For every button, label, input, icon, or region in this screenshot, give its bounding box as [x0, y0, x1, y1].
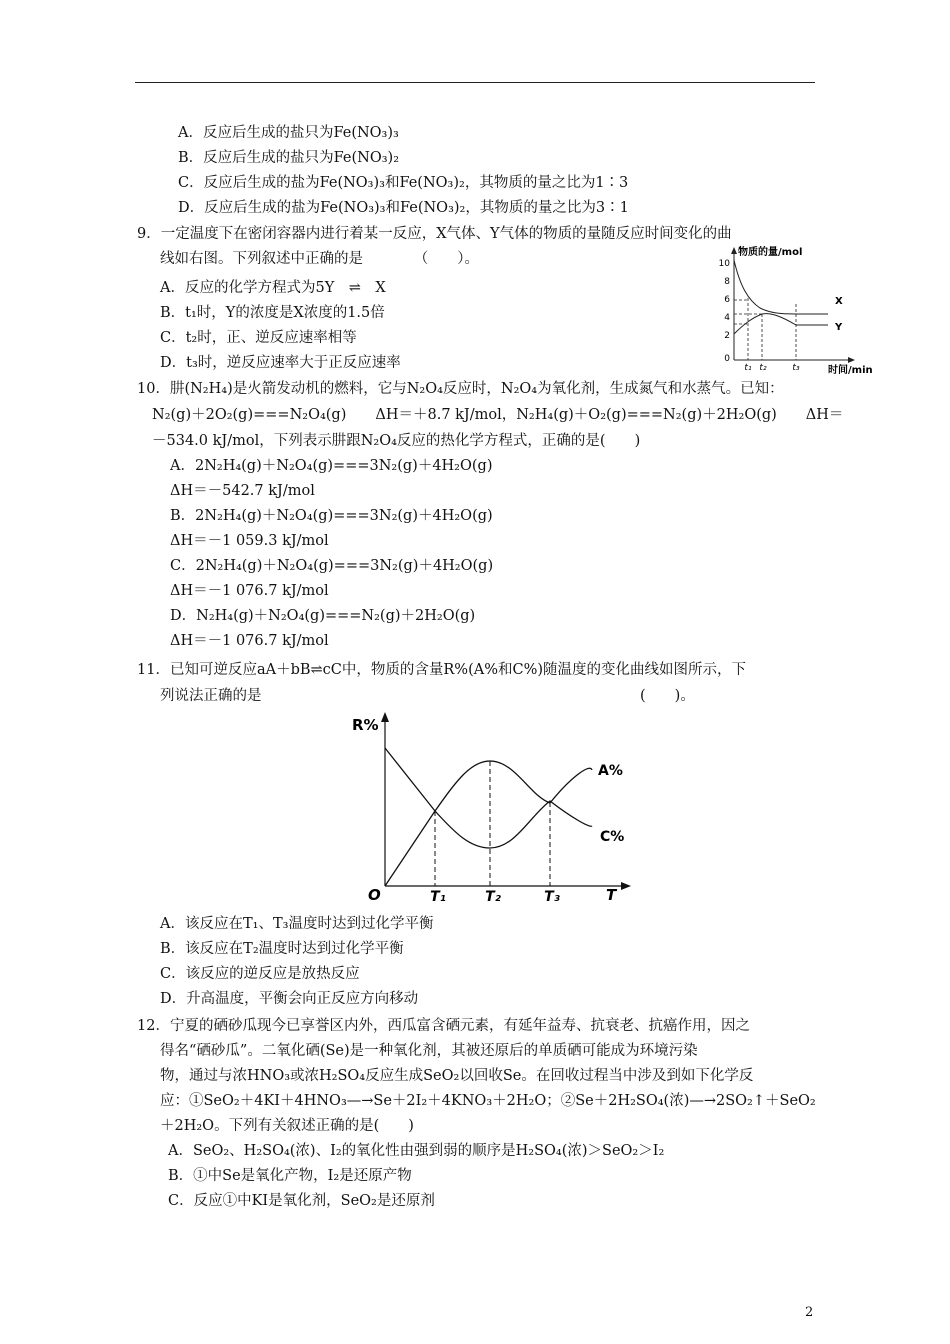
q9-curve-x-label: X [835, 296, 843, 307]
q11-xtick-t3: T₃ [544, 889, 560, 905]
q9-option-d: D．t₃时，逆反应速率大于正反应速率 [160, 355, 401, 371]
q11-graph-ylabel: R% [352, 716, 379, 734]
q11-option-c: C．该反应的逆反应是放热反应 [160, 966, 360, 982]
q9-option-c: C．t₂时，正、逆反应速率相等 [160, 330, 357, 346]
q11-stem: 11．已知可逆反应aA＋bB⇌cC中，物质的含量R%(A%和C%)随温度的变化曲线如图所示，下 [137, 662, 746, 678]
q10-option-a-dh: ΔH＝－542.7 kJ/mol [170, 483, 315, 499]
q11-graph [340, 708, 640, 908]
q11-option-a: A．该反应在T₁、T₃温度时达到过化学平衡 [160, 916, 434, 932]
q9-ytick-2: 2 [724, 331, 730, 341]
q12-option-b: B．①中Se是氧化产物，I₂是还原产物 [168, 1168, 412, 1184]
q12-option-c: C．反应①中KI是氧化剂，SeO₂是还原剂 [168, 1193, 435, 1209]
q9-option-b: B．t₁时，Y的浓度是X浓度的1.5倍 [160, 305, 385, 321]
q10-option-b-dh: ΔH＝－1 059.3 kJ/mol [170, 533, 329, 549]
q11-curve-a-label: A% [598, 763, 623, 779]
q11-curve-a [385, 761, 592, 886]
q8-option-c: C．反应后生成的盐为Fe(NO₃)₃和Fe(NO₃)₂，其物质的量之比为1∶3 [178, 175, 629, 191]
q9-xtick-t2: t₂ [759, 363, 767, 373]
q10-option-b: B．2N₂H₄(g)＋N₂O₄(g)===3N₂(g)＋4H₂O(g) [170, 508, 493, 524]
q9-graph-xlabel: 时间/min [828, 365, 873, 376]
q9-ytick-4: 4 [724, 313, 730, 323]
q9-ytick-6: 6 [724, 295, 730, 305]
q9-curve-y-label: Y [835, 322, 843, 333]
q11-stem-cont: 列说法正确的是 [160, 688, 262, 704]
q8-option-a: A．反应后生成的盐只为Fe(NO₃)₃ [178, 125, 399, 141]
q11-graph-xlabel: T [606, 886, 617, 904]
q9-ytick-10: 10 [718, 259, 730, 269]
q11-xtick-t1: T₁ [430, 889, 446, 905]
q11-graph-origin: O [368, 886, 381, 904]
q9-ytick-0: 0 [724, 354, 730, 364]
q9-ytick-8: 8 [724, 277, 730, 287]
header-rule [135, 82, 815, 83]
q10-option-a: A．2N₂H₄(g)＋N₂O₄(g)===3N₂(g)＋4H₂O(g) [170, 458, 493, 474]
q10-option-d-dh: ΔH＝－1 076.7 kJ/mol [170, 633, 329, 649]
q9-stem-cont: 线如右图。下列叙述中正确的是 （ ）。 [160, 251, 479, 267]
q8-option-b: B．反应后生成的盐只为Fe(NO₃)₂ [178, 150, 400, 166]
page-number: 2 [805, 1305, 814, 1320]
q12-option-a: A．SeO₂、H₂SO₄(浓)、I₂的氧化性由强到弱的顺序是H₂SO₄(浓)＞SeO₂＞I₂ [168, 1143, 665, 1159]
q10-option-c: C．2N₂H₄(g)＋N₂O₄(g)===3N₂(g)＋4H₂O(g) [170, 558, 494, 574]
q10-stem: 10．肼(N₂H₄)是火箭发动机的燃料，它与N₂O₄反应时，N₂O₄为氧化剂，生成氮气和水蒸气。已知： [137, 381, 784, 397]
q9-graph [700, 238, 880, 376]
q11-curve-c-label: C% [600, 829, 625, 845]
q12-stem: 12．宁夏的硒砂瓜现今已享誉区内外，西瓜富含硒元素，有延年益寿、抗衰老、抗癌作用，因之 [137, 1018, 750, 1034]
q10-stem-cont-1: N₂(g)＋2O₂(g)===N₂O₄(g) ΔH＝＋8.7 kJ/mol，N₂H₄(g)＋O₂(g)===N₂(g)＋2H₂O(g) ΔH＝ [152, 407, 844, 423]
q12-stem-line-5: ＋2H₂O。下列有关叙述正确的是( ) [160, 1118, 414, 1134]
q8-option-d: D．反应后生成的盐为Fe(NO₃)₃和Fe(NO₃)₂，其物质的量之比为3∶1 [178, 200, 629, 216]
q9-stem: 9．一定温度下在密闭容器内进行着某一反应，X气体、Y气体的物质的量随反应时间变化的曲 [137, 226, 732, 242]
q9-graph-ylabel: 物质的量/mol [738, 247, 803, 258]
q11-option-d: D．升高温度，平衡会向正反应方向移动 [160, 991, 419, 1007]
q9-xtick-t1: t₁ [744, 363, 752, 373]
q12-stem-line-2: 得名“硒砂瓜”。二氧化硒(Se)是一种氧化剂，其被还原后的单质硒可能成为环境污染 [160, 1043, 698, 1059]
q11-xtick-t2: T₂ [485, 889, 501, 905]
q9-option-a: A．反应的化学方程式为5Y ⇌ X [160, 280, 386, 296]
q10-stem-cont-2: －534.0 kJ/mol，下列表示肼跟N₂O₄反应的热化学方程式，正确的是( ) [152, 433, 641, 449]
q12-stem-line-3: 物，通过与浓HNO₃或浓H₂SO₄反应生成SeO₂以回收Se。在回收过程当中涉及到如下化学反 [160, 1068, 754, 1084]
q11-option-b: B．该反应在T₂温度时达到过化学平衡 [160, 941, 404, 957]
q11-curve-c [385, 748, 592, 848]
q10-option-c-dh: ΔH＝－1 076.7 kJ/mol [170, 583, 329, 599]
q10-option-d: D．N₂H₄(g)＋N₂O₄(g)===N₂(g)＋2H₂O(g) [170, 608, 476, 624]
q9-xtick-t3: t₃ [792, 363, 800, 373]
q12-stem-line-4: 应：①SeO₂＋4KI＋4HNO₃—→Se＋2I₂＋4KNO₃＋2H₂O；②Se＋2H₂SO₄(浓)—→2SO₂↑＋SeO₂ [160, 1093, 816, 1109]
q11-answer-blank: ( )。 [640, 688, 695, 704]
